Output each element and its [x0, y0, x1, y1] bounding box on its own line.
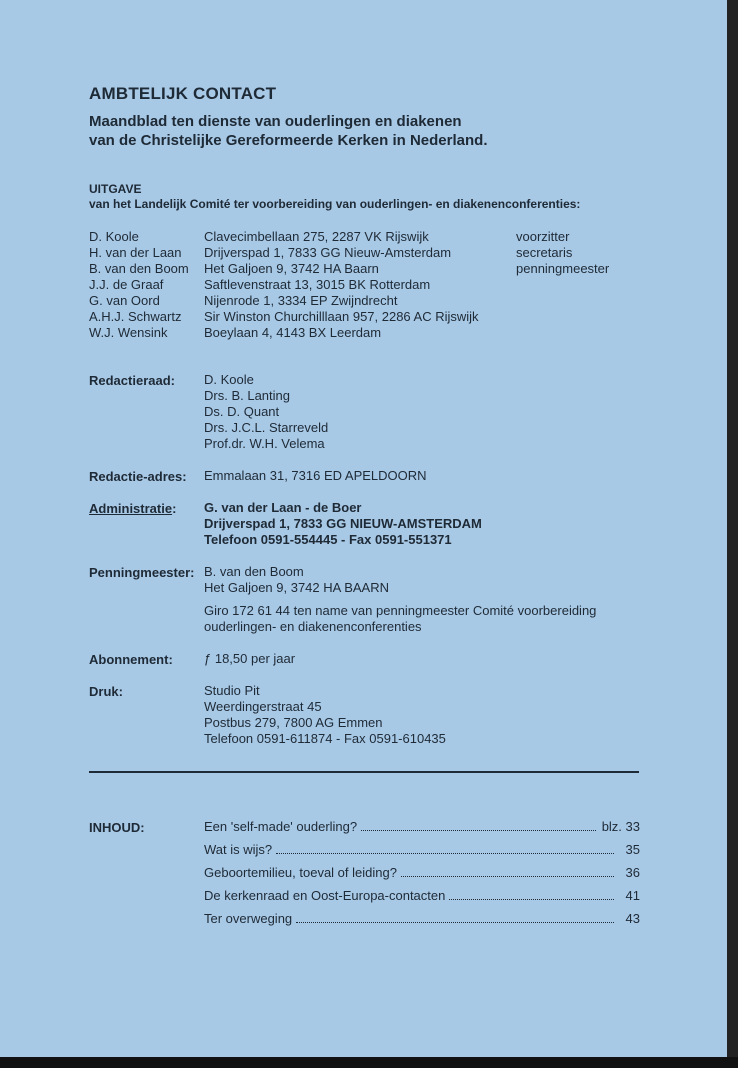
toc-title: Geboortemilieu, toeval of leiding? — [204, 865, 397, 880]
toc-page: 43 — [625, 911, 640, 926]
administratie-label — [89, 501, 176, 516]
member-address: Sir Winston Churchilllaan 957, 2286 AC Rijswijk — [204, 309, 479, 324]
toc-title: Wat is wijs? — [204, 842, 273, 857]
redactieraad-label: Redactieraad: — [89, 373, 175, 388]
member-name: G. van Oord — [89, 293, 160, 308]
member-address: Drijverspad 1, 7833 GG Nieuw-Amsterdam — [204, 245, 452, 260]
table-of-contents — [204, 819, 640, 934]
uitgave-subheading: van het Landelijk Comité ter voorbereiding van ouderlingen- en diakenenconferenties: — [89, 197, 581, 211]
editor-name: Drs. B. Lanting — [204, 388, 290, 403]
giro-block — [204, 603, 596, 635]
penningmeester-label: Penningmeester: — [89, 565, 195, 580]
toc-entry — [204, 888, 640, 911]
administratie-phone: Telefoon 0591-554445 - Fax 0591-551371 — [204, 532, 452, 547]
magazine-subtitle — [89, 112, 649, 150]
magazine-title: AMBTELIJK CONTACT — [89, 84, 277, 103]
toc-entry — [204, 842, 640, 865]
penningmeester-address: Het Galjoen 9, 3742 HA BAARN — [204, 580, 389, 595]
giro-line-1: Giro 172 61 44 ten name van penningmeester Comité voorbereiding — [204, 603, 597, 618]
member-role: penningmeester — [516, 261, 610, 276]
member-name: D. Koole — [89, 229, 139, 244]
abonnement-label: Abonnement: — [89, 652, 173, 667]
scan-edge-bottom — [0, 1057, 738, 1068]
toc-leader — [361, 829, 596, 831]
toc-entry — [204, 819, 640, 842]
member-address: Clavecimbellaan 275, 2287 VK Rijswijk — [204, 229, 429, 244]
scan-edge-right — [727, 0, 738, 1068]
uitgave-heading: UITGAVE — [89, 182, 142, 196]
druk-line: Studio Pit — [204, 683, 260, 698]
member-name: A.H.J. Schwartz — [89, 309, 182, 324]
administratie-label-text: Administratie — [89, 501, 173, 516]
druk-label: Druk: — [89, 684, 123, 699]
member-name: W.J. Wensink — [89, 325, 168, 340]
subtitle-line-2: van de Christelijke Gereformeerde Kerken in Nederland. — [89, 132, 488, 149]
member-address: Nijenrode 1, 3334 EP Zwijndrecht — [204, 293, 398, 308]
druk-line: Postbus 279, 7800 AG Emmen — [204, 715, 383, 730]
administratie-name: G. van der Laan - de Boer — [204, 500, 362, 515]
editor-name: Drs. J.C.L. Starreveld — [204, 420, 329, 435]
druk-block — [204, 683, 446, 747]
redactie-adres-label: Redactie-adres: — [89, 469, 187, 484]
abonnement-value: ƒ 18,50 per jaar — [204, 651, 296, 666]
penningmeester-block — [204, 564, 389, 596]
member-name: J.J. de Graaf — [89, 277, 164, 292]
penningmeester-name: B. van den Boom — [204, 564, 304, 579]
editor-name: Prof.dr. W.H. Velema — [204, 436, 325, 451]
member-address: Het Galjoen 9, 3742 HA Baarn — [204, 261, 379, 276]
toc-page: 35 — [625, 842, 640, 857]
inhoud-label: INHOUD: — [89, 820, 145, 835]
subtitle-line-1: Maandblad ten dienste van ouderlingen en diakenen — [89, 113, 462, 130]
toc-leader — [449, 898, 614, 900]
member-address: Boeylaan 4, 4143 BX Leerdam — [204, 325, 382, 340]
toc-entry — [204, 911, 640, 934]
toc-leader — [401, 875, 614, 877]
toc-page: blz. 33 — [601, 819, 640, 834]
administratie-address: Drijverspad 1, 7833 GG NIEUW-AMSTERDAM — [204, 516, 482, 531]
redactie-adres-value: Emmalaan 31, 7316 ED APELDOORN — [204, 468, 427, 483]
toc-leader — [296, 921, 614, 923]
toc-title: De kerkenraad en Oost-Europa-contacten — [204, 888, 446, 903]
toc-leader — [276, 852, 614, 854]
toc-page: 41 — [625, 888, 640, 903]
redactieraad-list — [204, 372, 328, 452]
horizontal-rule — [89, 771, 639, 773]
editor-name: Ds. D. Quant — [204, 404, 280, 419]
toc-title: Een 'self-made' ouderling? — [204, 819, 358, 834]
editor-name: D. Koole — [204, 372, 254, 387]
toc-page: 36 — [625, 865, 640, 880]
member-name: B. van den Boom — [89, 261, 189, 276]
member-name: H. van der Laan — [89, 245, 182, 260]
toc-entry — [204, 865, 640, 888]
giro-line-2: ouderlingen- en diakenenconferenties — [204, 619, 422, 634]
toc-title: Ter overweging — [204, 911, 293, 926]
member-role: voorzitter — [516, 229, 570, 244]
druk-line: Telefoon 0591-611874 - Fax 0591-610435 — [204, 731, 446, 746]
administratie-label-colon: : — [172, 501, 177, 516]
member-role: secretaris — [516, 245, 573, 260]
administratie-block — [204, 500, 482, 548]
druk-line: Weerdingerstraat 45 — [204, 699, 322, 714]
member-address: Saftlevenstraat 13, 3015 BK Rotterdam — [204, 277, 431, 292]
